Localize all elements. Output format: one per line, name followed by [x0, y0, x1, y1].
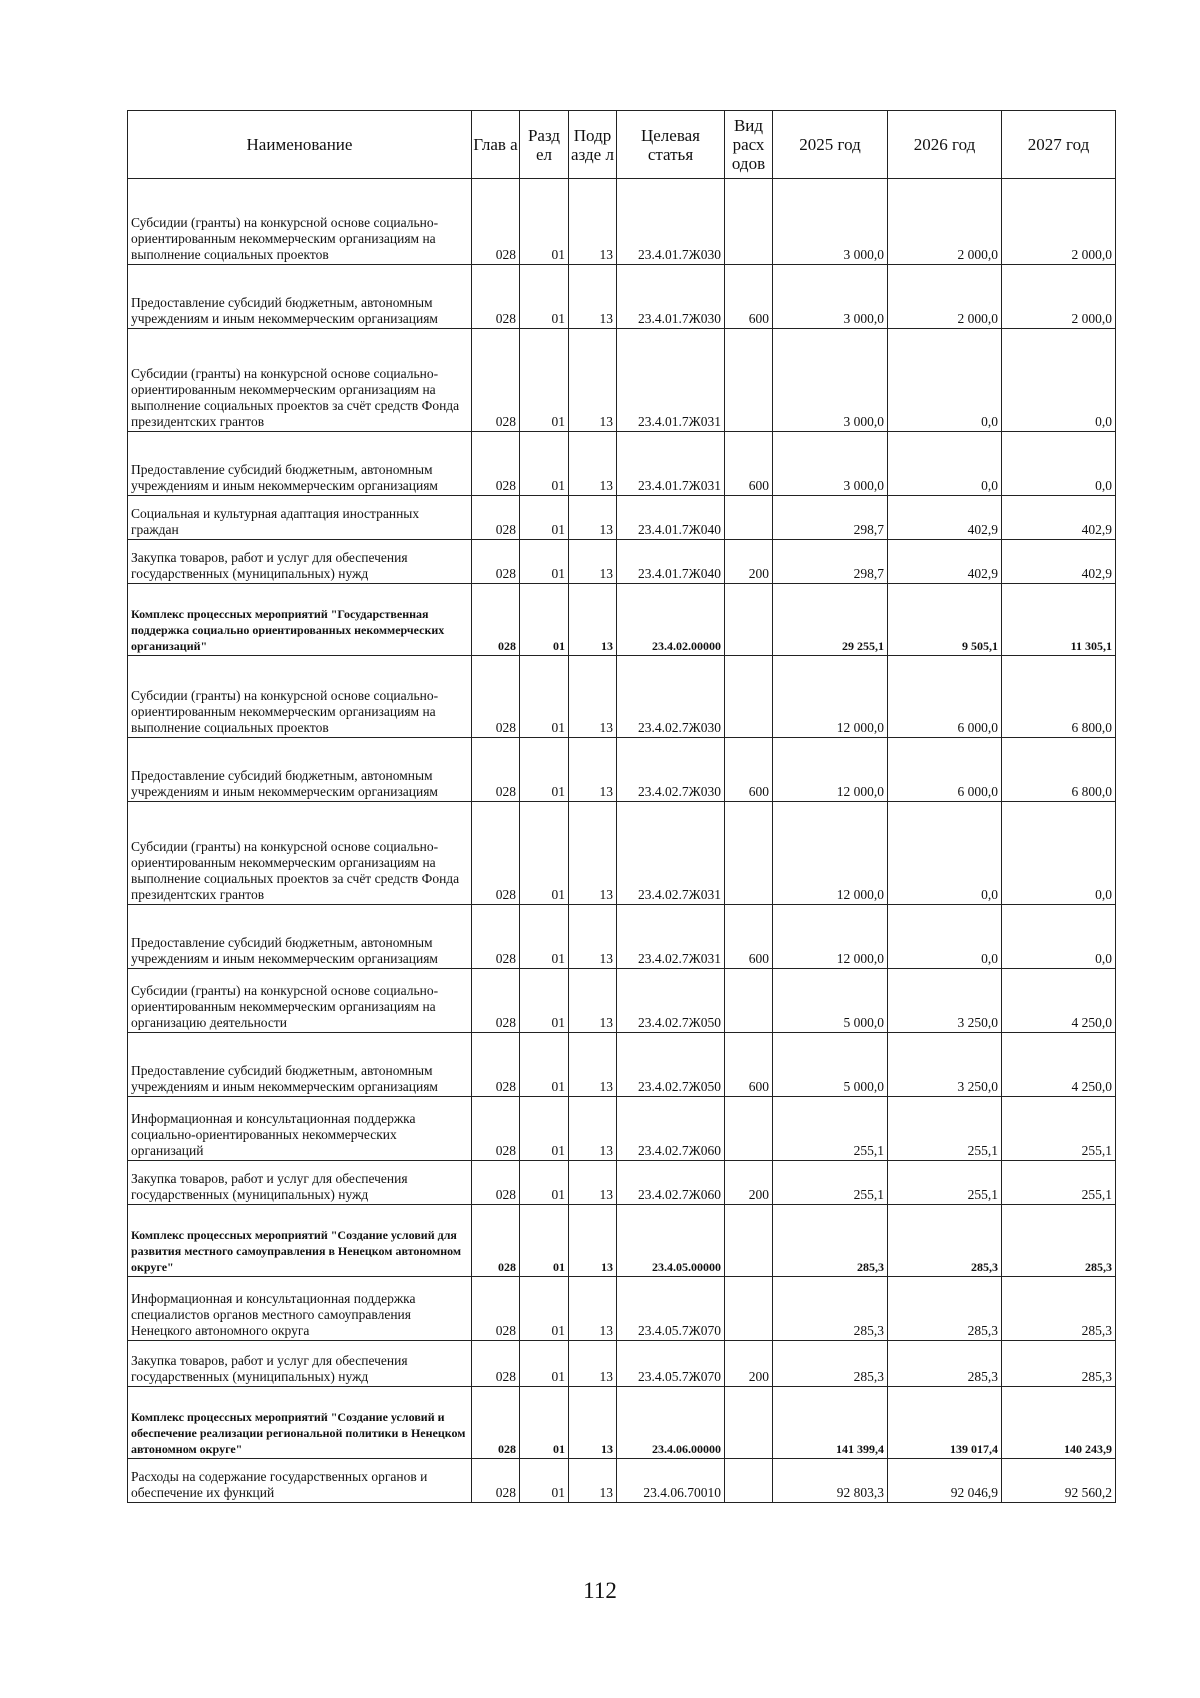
cell-y2026: 285,3	[888, 1341, 1002, 1387]
cell-v: 200	[725, 540, 773, 584]
cell-g: 028	[472, 905, 520, 969]
cell-v	[725, 329, 773, 432]
cell-p: 13	[569, 969, 617, 1033]
cell-t: 23.4.05.7Ж070	[617, 1341, 725, 1387]
cell-name: Субсидии (гранты) на конкурсной основе социально-ориентированным некоммерческим организациям на выполнение социальных проектов	[128, 656, 472, 738]
cell-g: 028	[472, 1097, 520, 1161]
cell-y2025: 255,1	[773, 1097, 888, 1161]
cell-y2025: 12 000,0	[773, 738, 888, 802]
cell-p: 13	[569, 802, 617, 905]
cell-y2027: 4 250,0	[1002, 969, 1116, 1033]
cell-y2025: 255,1	[773, 1161, 888, 1205]
cell-v	[725, 1387, 773, 1459]
cell-y2025: 29 255,1	[773, 584, 888, 656]
cell-y2025: 298,7	[773, 496, 888, 540]
cell-p: 13	[569, 432, 617, 496]
cell-v	[725, 496, 773, 540]
col-header-glava: Глав а	[472, 111, 520, 179]
cell-p: 13	[569, 905, 617, 969]
cell-y2027: 285,3	[1002, 1205, 1116, 1277]
table-row	[128, 329, 1116, 432]
table-row	[128, 1277, 1116, 1341]
table-row	[128, 1097, 1116, 1161]
col-header-2026: 2026 год	[888, 111, 1002, 179]
cell-r: 01	[520, 905, 569, 969]
cell-g: 028	[472, 1161, 520, 1205]
cell-t: 23.4.02.7Ж060	[617, 1097, 725, 1161]
cell-y2027: 285,3	[1002, 1341, 1116, 1387]
cell-v	[725, 802, 773, 905]
cell-y2026: 3 250,0	[888, 969, 1002, 1033]
cell-y2026: 92 046,9	[888, 1459, 1002, 1503]
cell-y2027: 255,1	[1002, 1097, 1116, 1161]
table-row	[128, 179, 1116, 265]
cell-y2025: 5 000,0	[773, 969, 888, 1033]
cell-g: 028	[472, 738, 520, 802]
cell-p: 13	[569, 1459, 617, 1503]
cell-g: 028	[472, 432, 520, 496]
table-row	[128, 1033, 1116, 1097]
cell-t: 23.4.01.7Ж031	[617, 329, 725, 432]
table-row	[128, 265, 1116, 329]
cell-v: 600	[725, 905, 773, 969]
cell-y2025: 141 399,4	[773, 1387, 888, 1459]
cell-name: Социальная и культурная адаптация иностранных граждан	[128, 496, 472, 540]
cell-y2026: 2 000,0	[888, 179, 1002, 265]
cell-v: 600	[725, 432, 773, 496]
cell-name: Субсидии (гранты) на конкурсной основе социально-ориентированным некоммерческим организациям на выполнение социальных проектов	[128, 179, 472, 265]
cell-t: 23.4.01.7Ж040	[617, 496, 725, 540]
cell-t: 23.4.02.00000	[617, 584, 725, 656]
cell-r: 01	[520, 1033, 569, 1097]
cell-y2026: 0,0	[888, 432, 1002, 496]
cell-r: 01	[520, 802, 569, 905]
cell-y2025: 3 000,0	[773, 432, 888, 496]
cell-v	[725, 584, 773, 656]
col-header-vid: Вид расх одов	[725, 111, 773, 179]
cell-t: 23.4.02.7Ж030	[617, 656, 725, 738]
cell-p: 13	[569, 656, 617, 738]
cell-y2027: 2 000,0	[1002, 179, 1116, 265]
cell-v: 200	[725, 1161, 773, 1205]
cell-y2026: 6 000,0	[888, 738, 1002, 802]
cell-r: 01	[520, 969, 569, 1033]
cell-t: 23.4.02.7Ж050	[617, 969, 725, 1033]
cell-r: 01	[520, 1459, 569, 1503]
cell-p: 13	[569, 1387, 617, 1459]
cell-p: 13	[569, 540, 617, 584]
cell-t: 23.4.05.00000	[617, 1205, 725, 1277]
cell-p: 13	[569, 329, 617, 432]
cell-y2026: 402,9	[888, 540, 1002, 584]
cell-name: Предоставление субсидий бюджетным, автономным учреждениям и иным некоммерческим организациям	[128, 738, 472, 802]
cell-g: 028	[472, 496, 520, 540]
table-row	[128, 1341, 1116, 1387]
cell-v	[725, 656, 773, 738]
cell-y2027: 285,3	[1002, 1277, 1116, 1341]
cell-y2026: 9 505,1	[888, 584, 1002, 656]
cell-y2027: 4 250,0	[1002, 1033, 1116, 1097]
cell-y2026: 0,0	[888, 329, 1002, 432]
cell-p: 13	[569, 265, 617, 329]
cell-name: Закупка товаров, работ и услуг для обеспечения государственных (муниципальных) нужд	[128, 1341, 472, 1387]
cell-p: 13	[569, 1161, 617, 1205]
cell-y2027: 0,0	[1002, 329, 1116, 432]
col-header-2027: 2027 год	[1002, 111, 1116, 179]
table-row	[128, 1387, 1116, 1459]
cell-y2025: 285,3	[773, 1205, 888, 1277]
table-row	[128, 969, 1116, 1033]
col-header-tselevaya: Целевая статья	[617, 111, 725, 179]
cell-p: 13	[569, 496, 617, 540]
cell-r: 01	[520, 1341, 569, 1387]
cell-t: 23.4.01.7Ж030	[617, 179, 725, 265]
cell-r: 01	[520, 1277, 569, 1341]
cell-y2026: 3 250,0	[888, 1033, 1002, 1097]
cell-g: 028	[472, 540, 520, 584]
cell-v	[725, 1459, 773, 1503]
cell-r: 01	[520, 1097, 569, 1161]
cell-t: 23.4.02.7Ж031	[617, 905, 725, 969]
cell-y2027: 255,1	[1002, 1161, 1116, 1205]
cell-t: 23.4.02.7Ж050	[617, 1033, 725, 1097]
cell-v: 200	[725, 1341, 773, 1387]
cell-r: 01	[520, 584, 569, 656]
cell-y2027: 140 243,9	[1002, 1387, 1116, 1459]
cell-name: Предоставление субсидий бюджетным, автономным учреждениям и иным некоммерческим организациям	[128, 432, 472, 496]
cell-v	[725, 179, 773, 265]
cell-p: 13	[569, 179, 617, 265]
cell-v: 600	[725, 1033, 773, 1097]
cell-p: 13	[569, 1341, 617, 1387]
table-row	[128, 584, 1116, 656]
cell-r: 01	[520, 179, 569, 265]
cell-g: 028	[472, 179, 520, 265]
cell-y2025: 3 000,0	[773, 265, 888, 329]
cell-name: Субсидии (гранты) на конкурсной основе социально-ориентированным некоммерческим организациям на организацию деятельности	[128, 969, 472, 1033]
cell-y2026: 0,0	[888, 905, 1002, 969]
cell-r: 01	[520, 540, 569, 584]
cell-g: 028	[472, 1459, 520, 1503]
cell-y2027: 92 560,2	[1002, 1459, 1116, 1503]
cell-t: 23.4.01.7Ж031	[617, 432, 725, 496]
cell-y2025: 92 803,3	[773, 1459, 888, 1503]
cell-y2027: 6 800,0	[1002, 738, 1116, 802]
budget-table	[127, 110, 1116, 1503]
cell-g: 028	[472, 584, 520, 656]
cell-v	[725, 1097, 773, 1161]
cell-y2026: 255,1	[888, 1097, 1002, 1161]
cell-y2027: 402,9	[1002, 496, 1116, 540]
cell-name: Закупка товаров, работ и услуг для обеспечения государственных (муниципальных) нужд	[128, 540, 472, 584]
page-number: 112	[583, 1578, 617, 1603]
cell-p: 13	[569, 1097, 617, 1161]
cell-g: 028	[472, 656, 520, 738]
cell-t: 23.4.06.70010	[617, 1459, 725, 1503]
cell-name: Предоставление субсидий бюджетным, автономным учреждениям и иным некоммерческим организациям	[128, 905, 472, 969]
cell-g: 028	[472, 1277, 520, 1341]
cell-y2025: 12 000,0	[773, 802, 888, 905]
table-row	[128, 802, 1116, 905]
col-header-name: Наименование	[128, 111, 472, 179]
col-header-razdel: Разд ел	[520, 111, 569, 179]
cell-p: 13	[569, 584, 617, 656]
cell-v	[725, 1205, 773, 1277]
cell-g: 028	[472, 1387, 520, 1459]
cell-t: 23.4.02.7Ж060	[617, 1161, 725, 1205]
cell-g: 028	[472, 265, 520, 329]
col-header-podrazdel: Подр азде л	[569, 111, 617, 179]
cell-g: 028	[472, 1341, 520, 1387]
cell-r: 01	[520, 656, 569, 738]
table-row	[128, 1205, 1116, 1277]
cell-r: 01	[520, 1161, 569, 1205]
cell-name: Информационная и консультационная поддержка специалистов органов местного самоуправления Ненецкого автономного округа	[128, 1277, 472, 1341]
cell-t: 23.4.05.7Ж070	[617, 1277, 725, 1341]
cell-g: 028	[472, 802, 520, 905]
cell-name: Информационная и консультационная поддержка социально-ориентированных некоммерческих организаций	[128, 1097, 472, 1161]
cell-y2025: 12 000,0	[773, 905, 888, 969]
cell-y2025: 3 000,0	[773, 179, 888, 265]
cell-y2025: 285,3	[773, 1341, 888, 1387]
cell-r: 01	[520, 496, 569, 540]
cell-y2026: 255,1	[888, 1161, 1002, 1205]
cell-name: Предоставление субсидий бюджетным, автономным учреждениям и иным некоммерческим организациям	[128, 265, 472, 329]
cell-t: 23.4.01.7Ж040	[617, 540, 725, 584]
table-row	[128, 1161, 1116, 1205]
cell-v: 600	[725, 738, 773, 802]
cell-r: 01	[520, 265, 569, 329]
cell-y2027: 2 000,0	[1002, 265, 1116, 329]
table-body	[128, 179, 1116, 1503]
table-row	[128, 656, 1116, 738]
cell-y2027: 11 305,1	[1002, 584, 1116, 656]
cell-y2026: 2 000,0	[888, 265, 1002, 329]
cell-name: Расходы на содержание государственных органов и обеспечение их функций	[128, 1459, 472, 1503]
cell-g: 028	[472, 1033, 520, 1097]
cell-y2027: 6 800,0	[1002, 656, 1116, 738]
cell-y2026: 6 000,0	[888, 656, 1002, 738]
cell-t: 23.4.02.7Ж030	[617, 738, 725, 802]
cell-y2025: 298,7	[773, 540, 888, 584]
table-row	[128, 738, 1116, 802]
cell-name: Субсидии (гранты) на конкурсной основе социально-ориентированным некоммерческим организациям на выполнение социальных проектов за счёт средств Фонда президентских грантов	[128, 329, 472, 432]
cell-r: 01	[520, 432, 569, 496]
table-row	[128, 905, 1116, 969]
cell-y2025: 5 000,0	[773, 1033, 888, 1097]
cell-r: 01	[520, 1205, 569, 1277]
cell-g: 028	[472, 329, 520, 432]
cell-y2027: 0,0	[1002, 905, 1116, 969]
cell-y2025: 12 000,0	[773, 656, 888, 738]
cell-v	[725, 1277, 773, 1341]
cell-r: 01	[520, 738, 569, 802]
cell-y2026: 285,3	[888, 1277, 1002, 1341]
table-row	[128, 432, 1116, 496]
col-header-2025: 2025 год	[773, 111, 888, 179]
cell-g: 028	[472, 1205, 520, 1277]
cell-p: 13	[569, 1205, 617, 1277]
cell-v	[725, 969, 773, 1033]
cell-y2027: 0,0	[1002, 802, 1116, 905]
cell-name: Комплекс процессных мероприятий "Создание условий для развития местного самоуправления в Ненецком автономном округе"	[128, 1205, 472, 1277]
cell-r: 01	[520, 329, 569, 432]
table-row	[128, 496, 1116, 540]
cell-y2026: 402,9	[888, 496, 1002, 540]
cell-name: Комплекс процессных мероприятий "Создание условий и обеспечение реализации региональной политики в Ненецком автономном округе"	[128, 1387, 472, 1459]
cell-p: 13	[569, 738, 617, 802]
cell-p: 13	[569, 1033, 617, 1097]
cell-name: Субсидии (гранты) на конкурсной основе социально-ориентированным некоммерческим организациям на выполнение социальных проектов за счёт средств Фонда президентских грантов	[128, 802, 472, 905]
table-row	[128, 1459, 1116, 1503]
cell-y2026: 0,0	[888, 802, 1002, 905]
cell-v: 600	[725, 265, 773, 329]
cell-y2026: 285,3	[888, 1205, 1002, 1277]
cell-t: 23.4.02.7Ж031	[617, 802, 725, 905]
cell-y2027: 0,0	[1002, 432, 1116, 496]
cell-p: 13	[569, 1277, 617, 1341]
cell-g: 028	[472, 969, 520, 1033]
cell-name: Предоставление субсидий бюджетным, автономным учреждениям и иным некоммерческим организациям	[128, 1033, 472, 1097]
cell-y2026: 139 017,4	[888, 1387, 1002, 1459]
cell-name: Закупка товаров, работ и услуг для обеспечения государственных (муниципальных) нужд	[128, 1161, 472, 1205]
cell-t: 23.4.01.7Ж030	[617, 265, 725, 329]
cell-t: 23.4.06.00000	[617, 1387, 725, 1459]
header-row	[128, 111, 1116, 179]
cell-y2025: 3 000,0	[773, 329, 888, 432]
table-row	[128, 540, 1116, 584]
cell-name: Комплекс процессных мероприятий "Государственная поддержка социально ориентированных некоммерческих организаций"	[128, 584, 472, 656]
cell-y2025: 285,3	[773, 1277, 888, 1341]
cell-r: 01	[520, 1387, 569, 1459]
cell-y2027: 402,9	[1002, 540, 1116, 584]
